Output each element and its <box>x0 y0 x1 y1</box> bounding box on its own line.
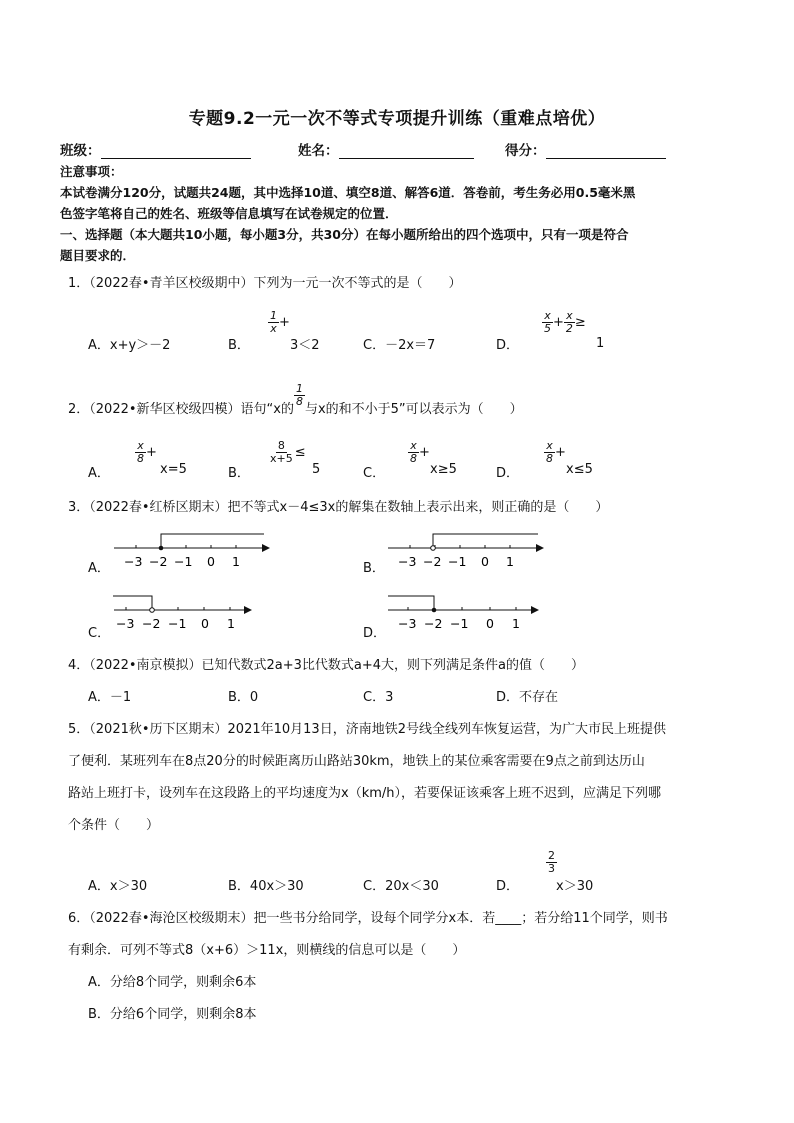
class-field <box>60 139 251 159</box>
q1-option-d-tail: 1 <box>596 336 605 351</box>
svg-text:1: 1 <box>506 554 514 569</box>
q5-option-d-label[interactable]: D． <box>496 879 520 894</box>
q6-option-a[interactable]: A．分给8个同学，则剩余6本 <box>88 975 257 990</box>
notice-heading: 注意事项： <box>60 164 123 179</box>
svg-text:1: 1 <box>232 554 240 569</box>
svg-text:−2: −2 <box>142 616 161 631</box>
q3-option-c-numberline <box>112 592 272 634</box>
svg-text:−3: −3 <box>124 554 143 569</box>
svg-text:−1: −1 <box>168 616 187 631</box>
svg-text:−2: −2 <box>149 554 168 569</box>
class-label: 班级： <box>60 143 101 159</box>
q3-option-b-label[interactable]: B． <box>363 561 385 576</box>
q2-option-d-label[interactable]: D． <box>496 466 520 481</box>
q3-option-a-numberline <box>112 530 272 572</box>
q1-option-a[interactable]: A．x+y＞－2 <box>88 338 171 353</box>
name-blank[interactable] <box>339 144 474 159</box>
svg-text:−2: −2 <box>424 616 443 631</box>
q2-option-d-expr: $\frac{x}{8}$ + <box>546 439 566 465</box>
svg-text:−2: −2 <box>423 554 442 569</box>
name-field <box>298 139 474 159</box>
question-5-line: 个条件（ ） <box>68 818 160 833</box>
svg-text:−1: −1 <box>448 554 467 569</box>
q2-option-b-expr: $\frac{8}{x+5}$ ≤ <box>270 439 306 465</box>
q3-option-d-label[interactable]: D． <box>363 626 387 641</box>
svg-text:0: 0 <box>201 616 209 631</box>
q2-option-d-tail: x≤5 <box>566 462 593 477</box>
q3-option-a-label[interactable]: A． <box>88 561 110 576</box>
score-blank[interactable] <box>546 144 666 159</box>
question-3: 3．（2022春•红桥区期末）把不等式x－4≤3x的解集在数轴上表示出来，则正确的是（ ） <box>68 500 609 515</box>
svg-text:1: 1 <box>227 616 235 631</box>
svg-text:1: 1 <box>512 616 520 631</box>
q1-option-c[interactable]: C．－2x＝7 <box>363 338 436 353</box>
q4-option-c[interactable]: C．3 <box>363 690 394 705</box>
question-5-line: 路站上班打卡，设列车在这段路上的平均速度为x（km/h），若要保证该乘客上班不迟到，应满足下列哪 <box>68 786 662 801</box>
svg-text:0: 0 <box>481 554 489 569</box>
q3-option-d-numberline <box>386 592 546 634</box>
question-5-line: 5．（2021秋•历下区期末）2021年10月13日，济南地铁2号线全线列车恢复运营，为广大市民上班提供 <box>68 722 666 737</box>
q1-option-b-expr: $\frac{1}{x}$ + <box>270 309 290 335</box>
q3-option-b-numberline <box>386 530 546 572</box>
section-heading: 题目要求的． <box>60 248 136 263</box>
question-5-line: 了便利．某班列车在8点20分的时候距离历山路站30km，地铁上的某位乘客需要在9点之前到达历山 <box>68 754 645 769</box>
question-2: 2．（2022•新华区校级四模）语句“x的 $\frac{1}{8}$ 与x的和不小于5”可以表示为（ ） <box>68 382 523 417</box>
q1-option-d-label[interactable]: D． <box>496 338 520 353</box>
q2-option-c-tail: x≥5 <box>430 462 457 477</box>
name-label: 姓名： <box>298 143 339 159</box>
q1-option-b-label[interactable]: B． <box>228 338 250 353</box>
class-blank[interactable] <box>101 144 251 159</box>
q4-option-b[interactable]: B．0 <box>228 690 259 705</box>
page-title: 专题9.2一元一次不等式专项提升训练（重难点培优） <box>188 109 606 129</box>
q6-option-b[interactable]: B．分给6个同学，则剩余8本 <box>88 1007 257 1022</box>
q1-option-b-tail: 3＜2 <box>290 338 320 353</box>
q5-option-d-expr: $\frac{2}{3}$ <box>548 849 555 875</box>
q2-option-a-expr: $\frac{x}{8}$ + <box>137 439 157 465</box>
q2-option-a-label[interactable]: A． <box>88 466 110 481</box>
question-6-line: 6．（2022春•海沧区校级期末）把一些书分给同学，设每个同学分x本．若____；若分给11个同学，则书 <box>68 911 668 926</box>
q1-option-d-expr: $\frac{x}{5}$ + $\frac{x}{2}$ ≥ <box>544 309 586 335</box>
svg-text:−3: −3 <box>398 616 417 631</box>
score-label: 得分： <box>505 143 546 159</box>
q4-option-d[interactable]: D．不存在 <box>496 690 559 705</box>
q2-option-c-label[interactable]: C． <box>363 466 386 481</box>
q5-option-b[interactable]: B．40x＞30 <box>228 879 304 894</box>
q2-option-b-label[interactable]: B． <box>228 466 250 481</box>
svg-text:0: 0 <box>207 554 215 569</box>
svg-text:−3: −3 <box>116 616 135 631</box>
q2-option-a-tail: x=5 <box>160 462 187 477</box>
q2-option-b-tail: 5 <box>312 462 321 477</box>
notice-line: 色签字笔将自己的姓名、班级等信息填写在试卷规定的位置． <box>60 206 398 221</box>
svg-text:−1: −1 <box>450 616 469 631</box>
notice-line: 本试卷满分120分，试题共24题，其中选择10道、填空8道、解答6道．答卷前，考生务必用0.5毫米黑 <box>60 185 636 200</box>
svg-text:−3: −3 <box>398 554 417 569</box>
svg-text:−1: −1 <box>174 554 193 569</box>
question-6-line: 有剩余．可列不等式8（x+6）＞11x，则横线的信息可以是（ ） <box>68 943 466 958</box>
question-4: 4．（2022•南京模拟）已知代数式2a+3比代数式a+4大，则下列满足条件a的值（ ） <box>68 658 585 673</box>
svg-text:0: 0 <box>486 616 494 631</box>
q3-option-c-label[interactable]: C． <box>88 626 111 641</box>
q5-option-d-tail: x＞30 <box>556 879 594 894</box>
q5-option-a[interactable]: A．x＞30 <box>88 879 148 894</box>
q4-option-a[interactable]: A．－1 <box>88 690 132 705</box>
q2-option-c-expr: $\frac{x}{8}$ + <box>410 439 430 465</box>
q5-option-c[interactable]: C．20x＜30 <box>363 879 439 894</box>
score-field <box>505 139 666 159</box>
question-1: 1．（2022春•青羊区校级期中）下列为一元一次不等式的是（ ） <box>68 276 462 291</box>
section-heading: 一、选择题（本大题共10小题，每小题3分，共30分）在每小题所给出的四个选项中，只有一项是符合 <box>60 227 629 242</box>
